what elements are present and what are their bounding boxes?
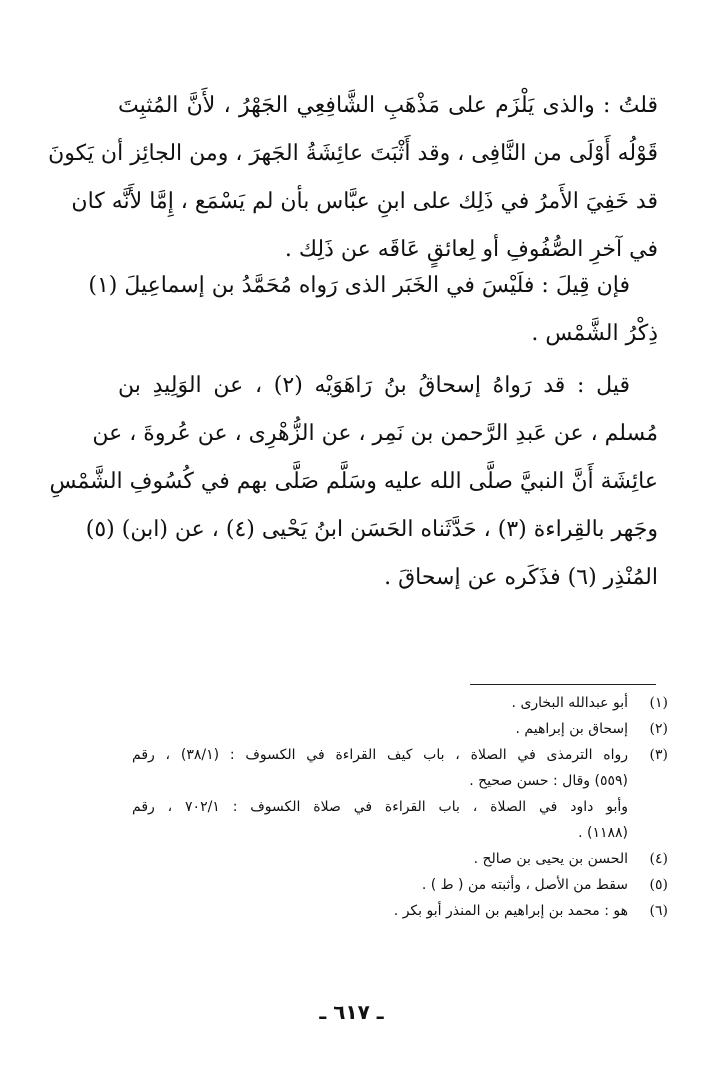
text-line: وجَهر بالقِراءة (٣) ، حَدَّثَناه الحَسَن ابنُ يَحْيى (٤) ، عن (ابن) (٥): [85, 517, 658, 542]
footnote: [132, 872, 668, 898]
main-paragraph-1: [48, 82, 658, 274]
text-line: فإن قِيلَ : فلَيْسَ في الخَبَر الذى رَواه مُحَمَّدُ بن إسماعِيلَ (١): [88, 273, 630, 298]
main-paragraph-2: [88, 262, 658, 358]
footnotes: [132, 690, 668, 924]
footnote: [132, 690, 668, 716]
footnote: [132, 846, 668, 872]
text-line: قيل : قد رَواهُ إسحاقُ بنُ رَاهَوَيْه (٢) ، عن الوَلِيدِ بن: [118, 373, 630, 398]
footnote: [132, 742, 668, 794]
footnote-text: هو : محمد بن إبراهيم بن المنذر أبو بكر .: [393, 903, 628, 919]
footnote-number: (٦): [649, 903, 668, 919]
text-line: قد خَفِيَ الأَمرُ في ذَلِك على ابنِ عبَّاس بأن لم يَسْمَع ، إِمَّا لأَنَّه كان: [71, 189, 658, 214]
footnote-number: (٤): [649, 851, 668, 867]
footnote-text: الحسن بن يحيى بن صالح .: [473, 851, 628, 867]
text-line: مُسلم ، عن عَبدِ الرَّحمن بن نَمِر ، عن الزُّهْرِى ، عن عُروةَ ، عن: [92, 421, 658, 446]
footnote-number: (٥): [649, 877, 668, 893]
main-paragraph-3: [49, 362, 658, 602]
footnote-text: (٥٥٩) وقال : حسن صحيح .: [469, 773, 628, 789]
footnote-text: إسحاق بن إبراهيم .: [515, 721, 628, 737]
page-number: ـ ٦١٧ ـ: [319, 1000, 384, 1024]
text-line: عائِشَة أَنَّ النبيَّ صلَّى الله عليه وسَلَّم صَلَّى بهم في كُسُوفِ الشَّمْسِ: [49, 469, 658, 494]
footnote: [132, 794, 668, 846]
text-line: في آخرِ الصُّفُوفِ أو لِعائقٍ عَاقَه عن ذَلِك .: [284, 237, 658, 262]
footnote-text: سقط من الأصل ، وأثبته من ( ط ) .: [421, 877, 628, 893]
footnote-text: أبو عبدالله البخارى .: [511, 695, 628, 711]
text-line: المُنْذِر (٦) فذَكَره عن إسحاقَ .: [384, 565, 658, 590]
text-line: قَوْلُه أَوْلَى من النَّافِى ، وقد أَثْبَتَ عائِشَةُ الجَهرَ ، ومن الجائِز أن يَكونَ: [48, 141, 658, 166]
footnote-separator: [470, 684, 656, 685]
text-line: قلتُ : والذى يَلْزَم على مَذْهَبِ الشَّافِعِي الجَهْرُ ، لأَنَّ المُثبِتَ: [118, 93, 658, 118]
footnote: [132, 898, 668, 924]
footnote-number: (٣): [649, 747, 668, 763]
footnote-text: (١١٨٨) .: [578, 825, 628, 841]
text-line: ذِكْرُ الشَّمْس .: [531, 321, 658, 346]
footnote-text: رواه الترمذى في الصلاة ، باب كيف القراءة في الكسوف : (٣٨/١) ، رقم: [132, 747, 628, 763]
footnote-number: (١): [649, 695, 668, 711]
footnote-number: (٢): [649, 721, 668, 737]
footnote-text: وأبو داود في الصلاة ، باب القراءة في صلاة الكسوف : ٧٠٢/١ ، رقم: [132, 799, 628, 815]
footnote: [132, 716, 668, 742]
